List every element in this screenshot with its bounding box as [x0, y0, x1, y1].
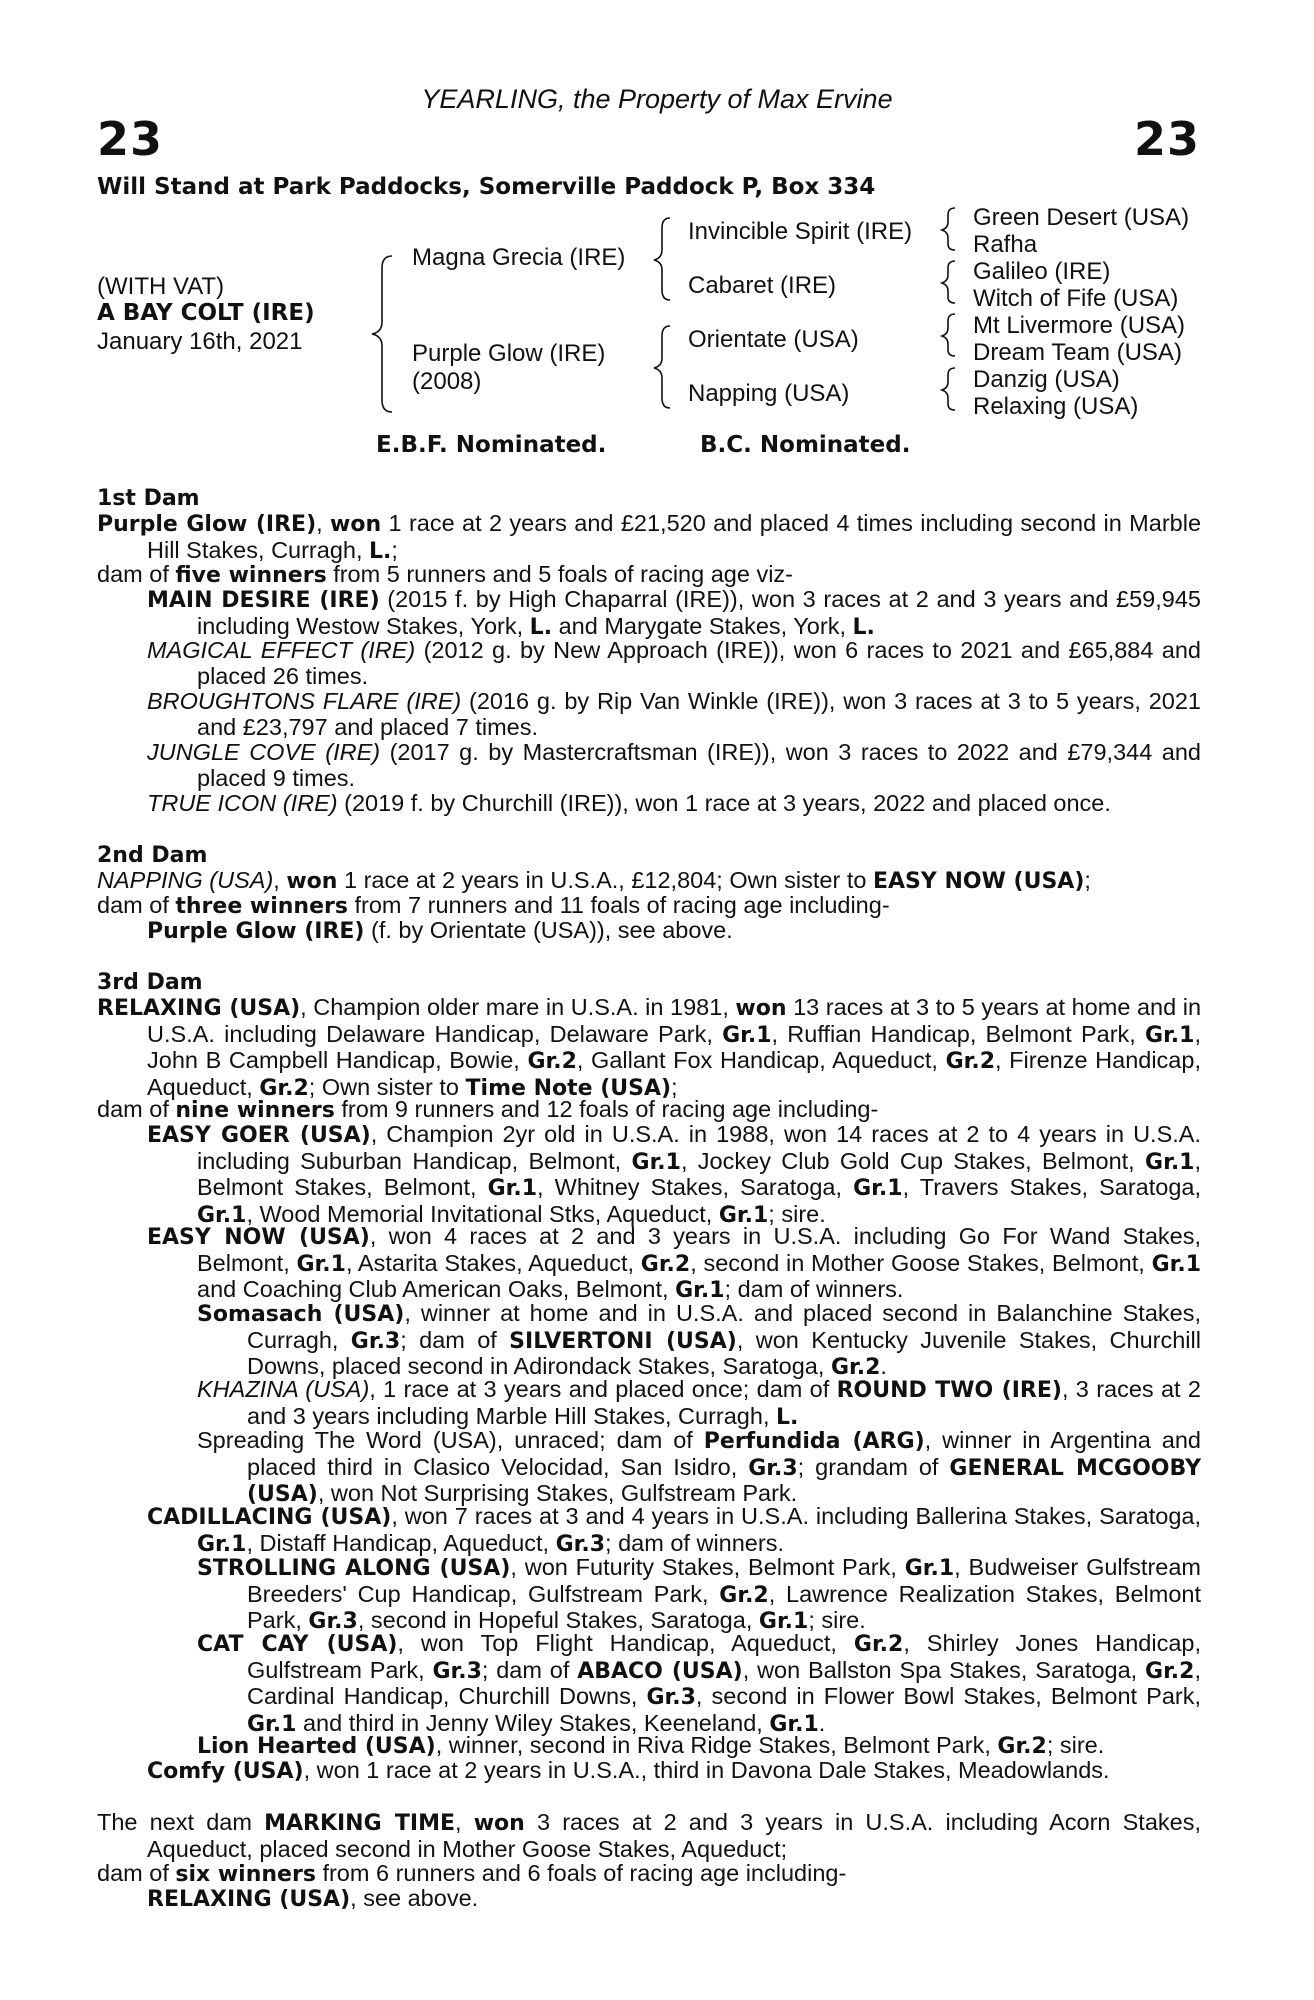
- brace-g4: [942, 368, 955, 410]
- bc-nomination: B.C. Nominated.: [700, 432, 911, 458]
- lot-number-right: 23: [1133, 112, 1200, 166]
- first-dam-heading: 1st Dam: [97, 486, 200, 511]
- date-of-birth: January 16th, 2021: [97, 328, 303, 355]
- brace-g1: [942, 208, 955, 250]
- ggs-1: Green Desert (USA): [973, 204, 1190, 231]
- brace-g2: [942, 261, 955, 303]
- produce-somasach: Somasach (USA), winner at home and in U.S.A. and placed second in Balanchine Stakes, Curragh, Gr.3; dam of SILVERTONI (USA), won Kentucky Juvenile Stakes, Churchill Downs, placed second in Adirondack Stakes, Saratoga, Gr.2.: [197, 1300, 1201, 1380]
- lot-subject-name: A BAY COLT (IRE): [97, 300, 315, 326]
- next-dam-record: The next dam MARKING TIME, won 3 races at 2 and 3 years in U.S.A. including Acorn Stakes, Aqueduct, placed second in Mother Goose Stakes, Aqueduct;: [97, 1809, 1202, 1862]
- produce-purple-glow: Purple Glow (IRE) (f. by Orientate (USA)), see above.: [147, 917, 733, 944]
- brace-g3: [942, 314, 955, 356]
- sire-dam: Cabaret (IRE): [688, 272, 837, 299]
- ggs-6: Dream Team (USA): [973, 339, 1182, 366]
- produce-khazina: KHAZINA (USA), 1 race at 3 years and placed once; dam of ROUND TWO (IRE), 3 races at 2 and 3 years including Marble Hill Stakes, Curragh, L.: [197, 1376, 1201, 1430]
- third-dam-produce-summary: dam of nine winners from 9 runners and 12 foals of racing age including-: [97, 1096, 879, 1123]
- produce-easy-now: EASY NOW (USA), won 4 races at 2 and 3 years in U.S.A. including Go For Wand Stakes, Belmont, Gr.1, Astarita Stakes, Aqueduct, Gr.2, second in Mother Goose Stakes, Belmont, Gr.1 and Coaching Club American Oaks, Belmont, Gr.1; dam of winners.: [147, 1223, 1202, 1303]
- stand-location: Will Stand at Park Paddocks, Somerville Paddock P, Box 334: [97, 174, 876, 200]
- produce-cat-cay: CAT CAY (USA), won Top Flight Handicap, Aqueduct, Gr.2, Shirley Jones Handicap, Gulfstream Park, Gr.3; dam of ABACO (USA), won Ballston Spa Stakes, Saratoga, Gr.2, Cardinal Handicap, Churchill Downs, Gr.3, second in Flower Bowl Stakes, Belmont Park, Gr.1 and third in Jenny Wiley Stakes, Keeneland, Gr.1.: [197, 1630, 1201, 1737]
- produce-cadillacing: CADILLACING (USA), won 7 races at 3 and 4 years in U.S.A. including Ballerina Stakes, Saratoga, Gr.1, Distaff Handicap, Aqueduct, Gr.3; dam of winners.: [147, 1503, 1201, 1557]
- brace-dam: [654, 326, 670, 408]
- second-dam-record: NAPPING (USA), won 1 race at 2 years in U.S.A., £12,804; Own sister to EASY NOW (USA);: [97, 867, 1091, 894]
- dam-sire: Orientate (USA): [688, 326, 859, 353]
- produce-relaxing: RELAXING (USA), see above.: [147, 1885, 479, 1912]
- next-dam-produce-summary: dam of six winners from 6 runners and 6 foals of racing age including-: [97, 1860, 847, 1887]
- second-dam-heading: 2nd Dam: [97, 843, 208, 868]
- produce-lion-hearted: Lion Hearted (USA), winner, second in Riva Ridge Stakes, Belmont Park, Gr.2; sire.: [197, 1732, 1105, 1759]
- produce-true-icon: TRUE ICON (IRE) (2019 f. by Churchill (IRE)), won 1 race at 3 years, 2022 and placed once.: [147, 790, 1111, 816]
- ggs-5: Mt Livermore (USA): [973, 312, 1186, 339]
- second-dam-produce-summary: dam of three winners from 7 runners and 11 foals of racing age including-: [97, 892, 890, 919]
- produce-main-desire: MAIN DESIRE (IRE) (2015 f. by High Chaparral (IRE)), won 3 races at 2 and 3 years and £59,945 including Westow Stakes, York, L. and Marygate Stakes, York, L.: [147, 586, 1201, 640]
- brace-sire: [654, 218, 670, 300]
- ggs-7: Danzig (USA): [973, 366, 1120, 393]
- ggs-3: Galileo (IRE): [973, 258, 1111, 285]
- dam-year: (2008): [412, 368, 482, 395]
- produce-easy-goer: EASY GOER (USA), Champion 2yr old in U.S.A. in 1988, won 14 races at 2 to 4 years in U.S.A. including Suburban Handicap, Belmont, Gr.1, Jockey Club Gold Cup Stakes, Belmont, Gr.1, Belmont Stakes, Belmont, Gr.1, Whitney Stakes, Saratoga, Gr.1, Travers Stakes, Saratoga, Gr.1, Wood Memorial Invitational Stks, Aqueduct, Gr.1; sire.: [147, 1121, 1202, 1228]
- ggs-2: Rafha: [973, 231, 1038, 258]
- third-dam-record: RELAXING (USA), Champion older mare in U.S.A. in 1981, won 13 races at 3 to 5 years at home and in U.S.A. including Delaware Handicap, Delaware Park, Gr.1, Ruffian Handicap, Belmont Park, Gr.1, John B Campbell Handicap, Bowie, Gr.2, Gallant Fox Handicap, Aqueduct, Gr.2, Firenze Handicap, Aqueduct, Gr.2; Own sister to Time Note (USA);: [97, 994, 1202, 1101]
- ggs-8: Relaxing (USA): [973, 393, 1139, 420]
- first-dam-record: Purple Glow (IRE), won 1 race at 2 years and £21,520 and placed 4 times including second in Marble Hill Stakes, Curragh, L.;: [97, 510, 1202, 564]
- dam-dam: Napping (USA): [688, 380, 850, 407]
- ebf-nomination: E.B.F. Nominated.: [376, 432, 607, 458]
- dam-name: Purple Glow (IRE): [412, 340, 606, 367]
- page-header-title: YEARLING, the Property of Max Ervine: [421, 84, 893, 114]
- dam-name-bold: Purple Glow (IRE): [97, 512, 317, 537]
- sire-sire: Invincible Spirit (IRE): [688, 218, 913, 245]
- produce-magical-effect: MAGICAL EFFECT (IRE) (2012 g. by New Approach (IRE)), won 6 races to 2021 and £65,884 and placed 26 times.: [147, 637, 1201, 689]
- produce-comfy: Comfy (USA), won 1 race at 2 years in U.S.A., third in Davona Dale Stakes, Meadowlands.: [147, 1757, 1110, 1784]
- produce-spreading-the-word: Spreading The Word (USA), unraced; dam of Perfundida (ARG), winner in Argentina and placed third in Clasico Velocidad, San Isidro, Gr.3; grandam of GENERAL MCGOOBY (USA), won Not Surprising Stakes, Gulfstream Park.: [197, 1427, 1201, 1507]
- third-dam-heading: 3rd Dam: [97, 970, 203, 995]
- first-dam-produce-summary: dam of five winners from 5 runners and 5 foals of racing age viz-: [97, 561, 793, 588]
- sire-name: Magna Grecia (IRE): [412, 244, 626, 271]
- vat-note: (WITH VAT): [97, 273, 225, 300]
- produce-strolling-along: STROLLING ALONG (USA), won Futurity Stakes, Belmont Park, Gr.1, Budweiser Gulfstream Breeders' Cup Handicap, Gulfstream Park, Gr.2, Lawrence Realization Stakes, Belmont Park, Gr.3, second in Hopeful Stakes, Saratoga, Gr.1; sire.: [197, 1554, 1201, 1634]
- ggs-4: Witch of Fife (USA): [973, 285, 1179, 312]
- produce-broughtons-flare: BROUGHTONS FLARE (IRE) (2016 g. by Rip Van Winkle (IRE)), won 3 races at 3 to 5 years, 2021 and £23,797 and placed 7 times.: [147, 688, 1201, 740]
- brace-sire-dam: [372, 256, 392, 412]
- lot-number-left: 23: [97, 112, 164, 166]
- produce-jungle-cove: JUNGLE COVE (IRE) (2017 g. by Mastercraftsman (IRE)), won 3 races to 2022 and £79,344 and placed 9 times.: [147, 739, 1201, 791]
